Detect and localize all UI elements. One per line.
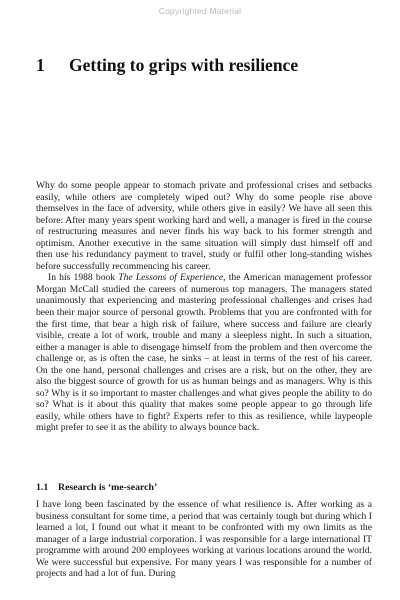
section-body xyxy=(36,499,372,580)
paragraph-2 xyxy=(36,272,372,434)
chapter-title: Getting to grips with resilience xyxy=(69,55,299,75)
paragraph-2-text: , the American management professor Morgan McCall studied the careers of numerous top managers. The managers stated unanimously that experiencing and mastering professional challenges and crises had been their major source of personal growth. Problems that you are confronted with for the first time, that bear a high risk of failure, where success and failure are clearly visible, create a lot of work, trouble and many a sleepless night. In such a situation, either a manager is able to disengage himself from the problem and then overcome the challenge or, as is often the case, he sinks – at least in terms of the rest of his career. On the one hand, personal challenges and crises are a risk, but on the other, they are also the biggest source of growth for us as human beings and as managers. Why is this so? Why is it so important to master challenges and what gives people the ability to do so? What is it about this quality that makes some people appear to go through life easily, while others have to fight? Experts refer to this as resilience, while laypeople might prefer to see it as the ability to always bounce back. xyxy=(36,272,372,434)
chapter-heading xyxy=(36,55,370,76)
copyright-watermark: Copyrighted Material xyxy=(158,6,242,16)
book-title: The Lessons of Experience xyxy=(118,272,224,284)
section-number: 1.1 xyxy=(36,482,49,493)
section-paragraph: I have long been fascinated by the essence of what resilience is. After working as a business consultant for some time, a period that was certainly tough but during which I learned a lot, I found out what it meant to be confronted with my own limits as the manager of a large industrial corporation. I was responsible for a large international IT programme with around 200 employees working at various locations around the world. We were successful but expensive. For many years I was responsible for a number of projects and had a lot of fun. During xyxy=(36,499,372,580)
chapter-body xyxy=(36,180,372,434)
paragraph-1 xyxy=(36,180,372,272)
section-title: Research is ‘me-search’ xyxy=(58,482,158,493)
paragraph-2-lead: In his 1988 book xyxy=(48,272,119,284)
section-heading xyxy=(36,482,372,493)
paragraph-1-text: Why do some people appear to stomach private and professional crises and setbacks easily, while others are completely wiped out? Why do some people rise above themselves in the face of adversity, while others give in easily? We have all seen this before: After many years spent working hard and well, a manager is fired in the course of restructuring measures and never finds his way back to his former strength and optimism. Another executive in the same situation will simply dust himself off and then use his redundancy payment to travel, study or fulfil other long-standing wishes before successfully recommencing his career. xyxy=(36,180,372,272)
chapter-number: 1 xyxy=(36,55,45,75)
